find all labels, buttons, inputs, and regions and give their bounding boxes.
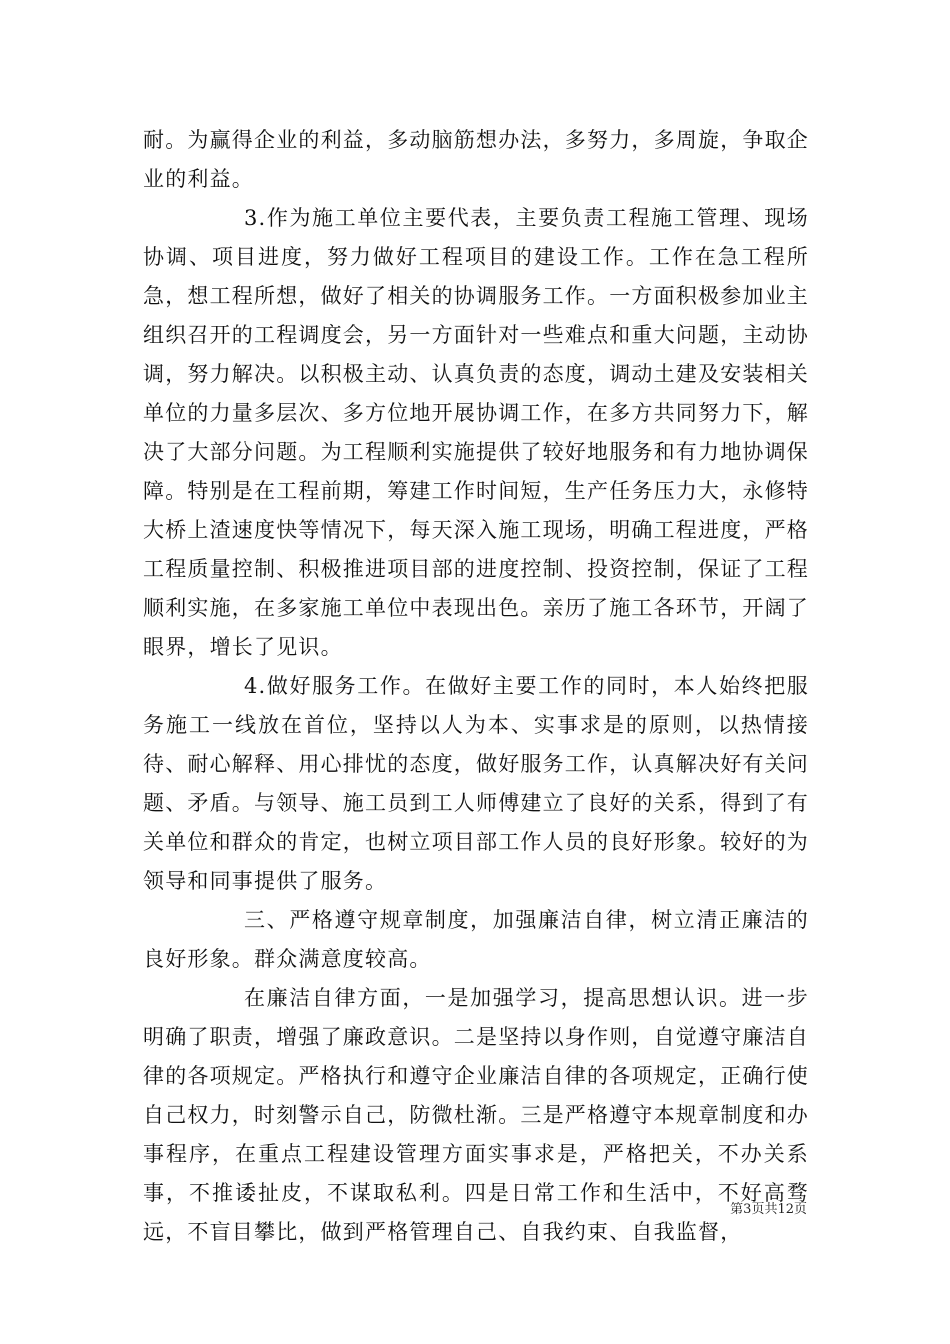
page-number-footer: 第3页共12页 bbox=[730, 1202, 807, 1217]
paragraph-continuation: 耐。为赢得企业的利益，多动脑筋想办法，多努力，多周旋，争取企业的利益。 bbox=[143, 128, 809, 191]
document-body bbox=[143, 121, 809, 1252]
paragraph-integrity: 在廉洁自律方面，一是加强学习，提高思想认识。进一步明确了职责，增强了廉政意识。二是坚持以身作则，自觉遵守廉洁自律的各项规定。严格执行和遵守企业廉洁自律的各项规定，正确行使自己权力，时刻警示自己，防微杜渐。三是严格遵守本规章制度和办事程序，在重点工程建设管理方面实事求是，严格把关，不办关系事，不推诿扯皮，不谋取私利。四是日常工作和生活中，不好高骛远，不盲目攀比，做到严格管理自己、自我约束、自我监督， bbox=[143, 986, 809, 1244]
paragraph-item-4: 4.做好服务工作。在做好主要工作的同时，本人始终把服务施工一线放在首位，坚持以人为本、实事求是的原则，以热情接待、耐心解释、用心排忧的态度，做好服务工作，认真解决好有关问题、矛盾。与领导、施工员到工人师傅建立了良好的关系，得到了有关单位和群众的肯定，也树立项目部工作人员的良好形象。较好的为领导和同事提供了服务。 bbox=[143, 674, 809, 893]
section-heading-3: 三、严格遵守规章制度，加强廉洁自律，树立清正廉洁的良好形象。群众满意度较高。 bbox=[143, 908, 809, 971]
paragraph-item-3: 3.作为施工单位主要代表，主要负责工程施工管理、现场协调、项目进度，努力做好工程项目的建设工作。工作在急工程所急，想工程所想，做好了相关的协调服务工作。一方面积极参加业主组织召开的工程调度会，另一方面针对一些难点和重大问题，主动协调，努力解决。以积极主动、认真负责的态度，调动土建及安装相关单位的力量多层次、多方位地开展协调工作，在多方共同努力下，解决了大部分问题。为工程顺利实施提供了较好地服务和有力地协调保障。特别是在工程前期，筹建工作时间短，生产任务压力大，永修特大桥上渣速度快等情况下，每天深入施工现场，明确工程进度，严格工程质量控制、积极推进项目部的进度控制、投资控制，保证了工程顺利实施，在多家施工单位中表现出色。亲历了施工各环节，开阔了眼界，增长了见识。 bbox=[143, 206, 809, 659]
